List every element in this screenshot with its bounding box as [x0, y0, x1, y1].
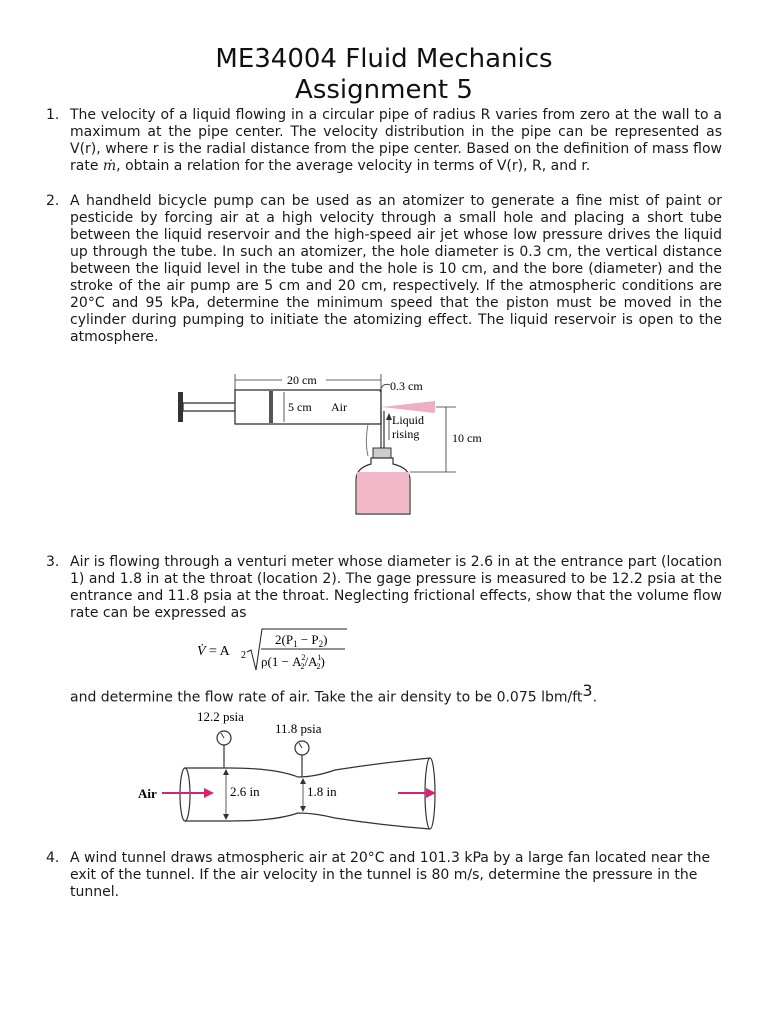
height-label: 10 cm: [452, 431, 482, 445]
question-4: [46, 850, 722, 901]
question-text: A handheld bicycle pump can be used as an atomizer to generate a fine mist of paint or pesticide by forcing air at a high velocity through a small hole and placing a short tube between the liquid reservoir and the high-speed air jet whose low pressure drives the liquid up through the tube. In such an atomizer, the hole diameter is 0.3 cm, the vertical distance between the liquid level in the tube and the hole is 10 cm, and the bore (diameter) and the stroke of the air pump are 5 cm and 20 cm, respectively. If the atmospheric conditions are 20°C and 95 kPa, determine the minimum speed that the piston must be moved in the cylinder during pumping to initiate the atomizing effect. The liquid reservoir is open to the atmosphere.: [70, 193, 722, 345]
liquid-reservoir: [357, 472, 409, 513]
throat-diameter-label: 1.8 in: [307, 784, 337, 799]
question-text-part: , obtain a relation for the average velocity in terms of V(r), R, and r.: [116, 158, 591, 174]
arrowhead: [223, 769, 229, 775]
question-text-part: The velocity of a liquid flowing in a circular pipe of radius R varies from zero at the wall to a maximum at the pipe center. The velocity distribution in the pipe can be represented as V(r), where r is the radial distance from the pipe center. Based on the definition of mass flow rate: [70, 107, 722, 174]
bore-label: 5 cm: [288, 400, 312, 414]
air-label: Air: [331, 400, 347, 414]
mass-flow-symbol: ṁ: [102, 158, 117, 174]
air-label: Air: [138, 786, 157, 801]
arrowhead: [300, 778, 306, 784]
question-3: [46, 554, 722, 622]
equation-subscript: 2: [241, 650, 246, 661]
question-text: [70, 107, 722, 175]
hole-label: 0.3 cm: [390, 379, 423, 393]
question-text: A wind tunnel draws atmospheric air at 20°C and 101.3 kPa by a large fan located near the exit of the tunnel. If the air velocity in the tunnel is 80 m/s, determine the pressure in the tunnel.: [70, 850, 711, 900]
question-number: 2.: [46, 193, 60, 209]
arrowhead: [300, 806, 306, 812]
arrowhead: [204, 788, 214, 798]
stroke-label: 20 cm: [287, 373, 317, 387]
superscript: 3: [582, 681, 593, 700]
hose: [367, 424, 369, 456]
question-number: 4.: [46, 850, 60, 866]
question-number: 3.: [46, 554, 60, 570]
equation-numerator: $2(P_1 - P_2)$: [275, 632, 328, 649]
page-title-line-2: Assignment 5: [295, 75, 473, 105]
venturi-bottom-wall: [185, 813, 430, 829]
question-3-continuation: [70, 681, 597, 706]
pipe-inlet: [180, 768, 190, 821]
equation-equals: = A: [209, 644, 230, 659]
page-title-line-1: ME34004 Fluid Mechanics: [215, 44, 553, 74]
piston-handle: [178, 392, 183, 422]
atomizer-figure: [170, 368, 500, 518]
venturi-figure: [130, 705, 450, 830]
arrowhead: [223, 814, 229, 820]
flow-rate-equation: [195, 626, 375, 674]
entrance-diameter-label: 2.6 in: [230, 784, 260, 799]
question-2: [46, 193, 722, 346]
continuation-text: and determine the flow rate of air. Take the air density to be 0.075 lbm/ft: [70, 689, 583, 706]
entrance-pressure-label: 12.2 psia: [197, 709, 244, 724]
throat-pressure-label: 11.8 psia: [275, 721, 322, 736]
jar-cap: [373, 448, 391, 458]
liquid-label: rising: [392, 427, 420, 441]
liquid-label: Liquid: [392, 413, 424, 427]
air-jet: [381, 401, 435, 413]
piston-head: [269, 391, 273, 423]
question-text: Air is flowing through a venturi meter whose diameter is 2.6 in at the entrance part (location 1) and 1.8 in at the throat (location 2). The gage pressure is measured to be 12.2 psia at the entrance and 11.8 psia at the throat. Neglecting frictional effects, show that the volume flow rate can be expressed as: [70, 554, 722, 621]
continuation-end: .: [592, 689, 598, 706]
question-number: 1.: [46, 107, 60, 123]
equation-lhs: V̇: [197, 644, 206, 659]
equation-denominator: $\rho(1 - A^2$ $2/A^1$ 2): [261, 653, 325, 671]
venturi-top-wall: [185, 758, 430, 777]
question-1: [46, 107, 722, 175]
